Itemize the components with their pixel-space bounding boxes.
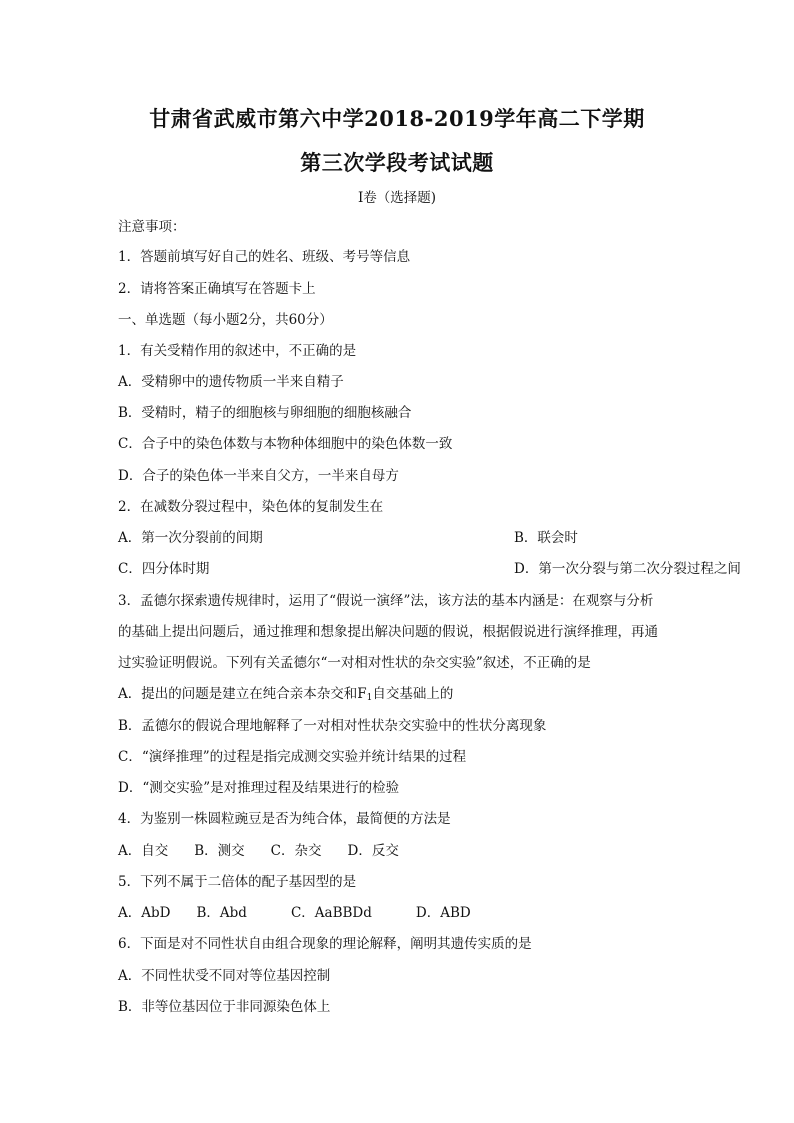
question-4-option-c: C．杂交 <box>270 843 322 859</box>
volume-subtitle: I卷（选择题) <box>357 190 437 206</box>
question-5-stem: 5．下列不属于二倍体的配子基因型的是 <box>118 874 357 890</box>
question-1-option-d: D．合子的染色体一半来自父方，一半来自母方 <box>118 468 399 484</box>
question-4-option-d: D．反交 <box>347 843 399 859</box>
question-3-option-b: B．孟德尔的假说合理地解释了一对相对性状杂交实验中的性状分离现象 <box>118 718 547 734</box>
question-5-option-b: B．Abd <box>196 905 247 921</box>
question-1-option-a: A．受精卵中的遗传物质一半来自精子 <box>118 374 344 390</box>
question-2-option-c: C．四分体时期 <box>118 561 210 577</box>
exam-title-line2: 第三次学段考试试题 <box>300 150 494 175</box>
question-3-option-a <box>118 684 678 708</box>
question-2-option-d: D．第一次分裂与第二次分裂过程之间 <box>514 561 741 577</box>
question-2-row-1 <box>118 528 678 548</box>
question-5-options <box>118 903 678 923</box>
subscript-1: 1 <box>366 693 373 703</box>
exam-title-line1: 甘肃省武威市第六中学2018-2019学年高二下学期 <box>149 106 645 131</box>
notice-item: 2．请将答案正确填写在答题卡上 <box>118 281 316 297</box>
option-a-text-pre: A．提出的问题是建立在纯合亲本杂交和F <box>118 686 367 702</box>
question-5-option-c: C．AaBBDd <box>290 905 372 921</box>
question-3-stem-line: 过实验证明假说。下列有关孟德尔“一对相对性状的杂交实验”叙述，不正确的是 <box>118 655 591 671</box>
question-6-option-b: B．非等位基因位于非同源染色体上 <box>118 999 331 1015</box>
question-4-option-a: A．自交 <box>118 843 169 859</box>
question-1-option-c: C．合子中的染色体数与本物种体细胞中的染色体数一致 <box>118 436 453 452</box>
question-5-option-a: A．AbD <box>118 905 171 921</box>
notice-item: 1．答题前填写好自己的姓名、班级、考号等信息 <box>118 249 411 265</box>
section-heading: 一、单选题（每小题2分，共60分） <box>118 312 333 328</box>
question-1-option-b: B．受精时，精子的细胞核与卵细胞的细胞核融合 <box>118 405 412 421</box>
question-3-option-c: C．“演绎推理”的过程是指完成测交实验并统计结果的过程 <box>118 749 467 765</box>
question-6-stem: 6．下面是对不同性状自由组合现象的理论解释，阐明其遗传实质的是 <box>118 936 532 952</box>
question-2-stem: 2．在减数分裂过程中，染色体的复制发生在 <box>118 499 384 515</box>
option-a-text-post: 自交基础上的 <box>372 686 454 702</box>
question-4-stem: 4．为鉴别一株圆粒豌豆是否为纯合体，最简便的方法是 <box>118 811 451 827</box>
question-6-option-a: A．不同性状受不同对等位基因控制 <box>118 968 331 984</box>
question-1-stem: 1．有关受精作用的叙述中，不正确的是 <box>118 343 357 359</box>
question-2-option-a: A．第一次分裂前的间期 <box>118 530 263 546</box>
question-3-stem-line: 的基础上提出问题后，通过推理和想象提出解决问题的假说，根据假说进行演绎推理，再通 <box>118 624 658 640</box>
question-4-options <box>118 841 678 861</box>
question-2-row-2 <box>118 559 741 579</box>
question-2-option-b: B．联会时 <box>514 530 578 546</box>
question-3-option-d: D．“测交实验”是对推理过程及结果进行的检验 <box>118 780 400 796</box>
question-3-stem-line: 3．孟德尔探索遗传规律时，运用了“假说一演绎”法，该方法的基本内涵是：在观察与分析 <box>118 593 654 609</box>
question-5-option-d: D．ABD <box>415 905 471 921</box>
question-4-option-b: B．测交 <box>194 843 245 859</box>
notice-heading: 注意事项： <box>118 219 186 235</box>
